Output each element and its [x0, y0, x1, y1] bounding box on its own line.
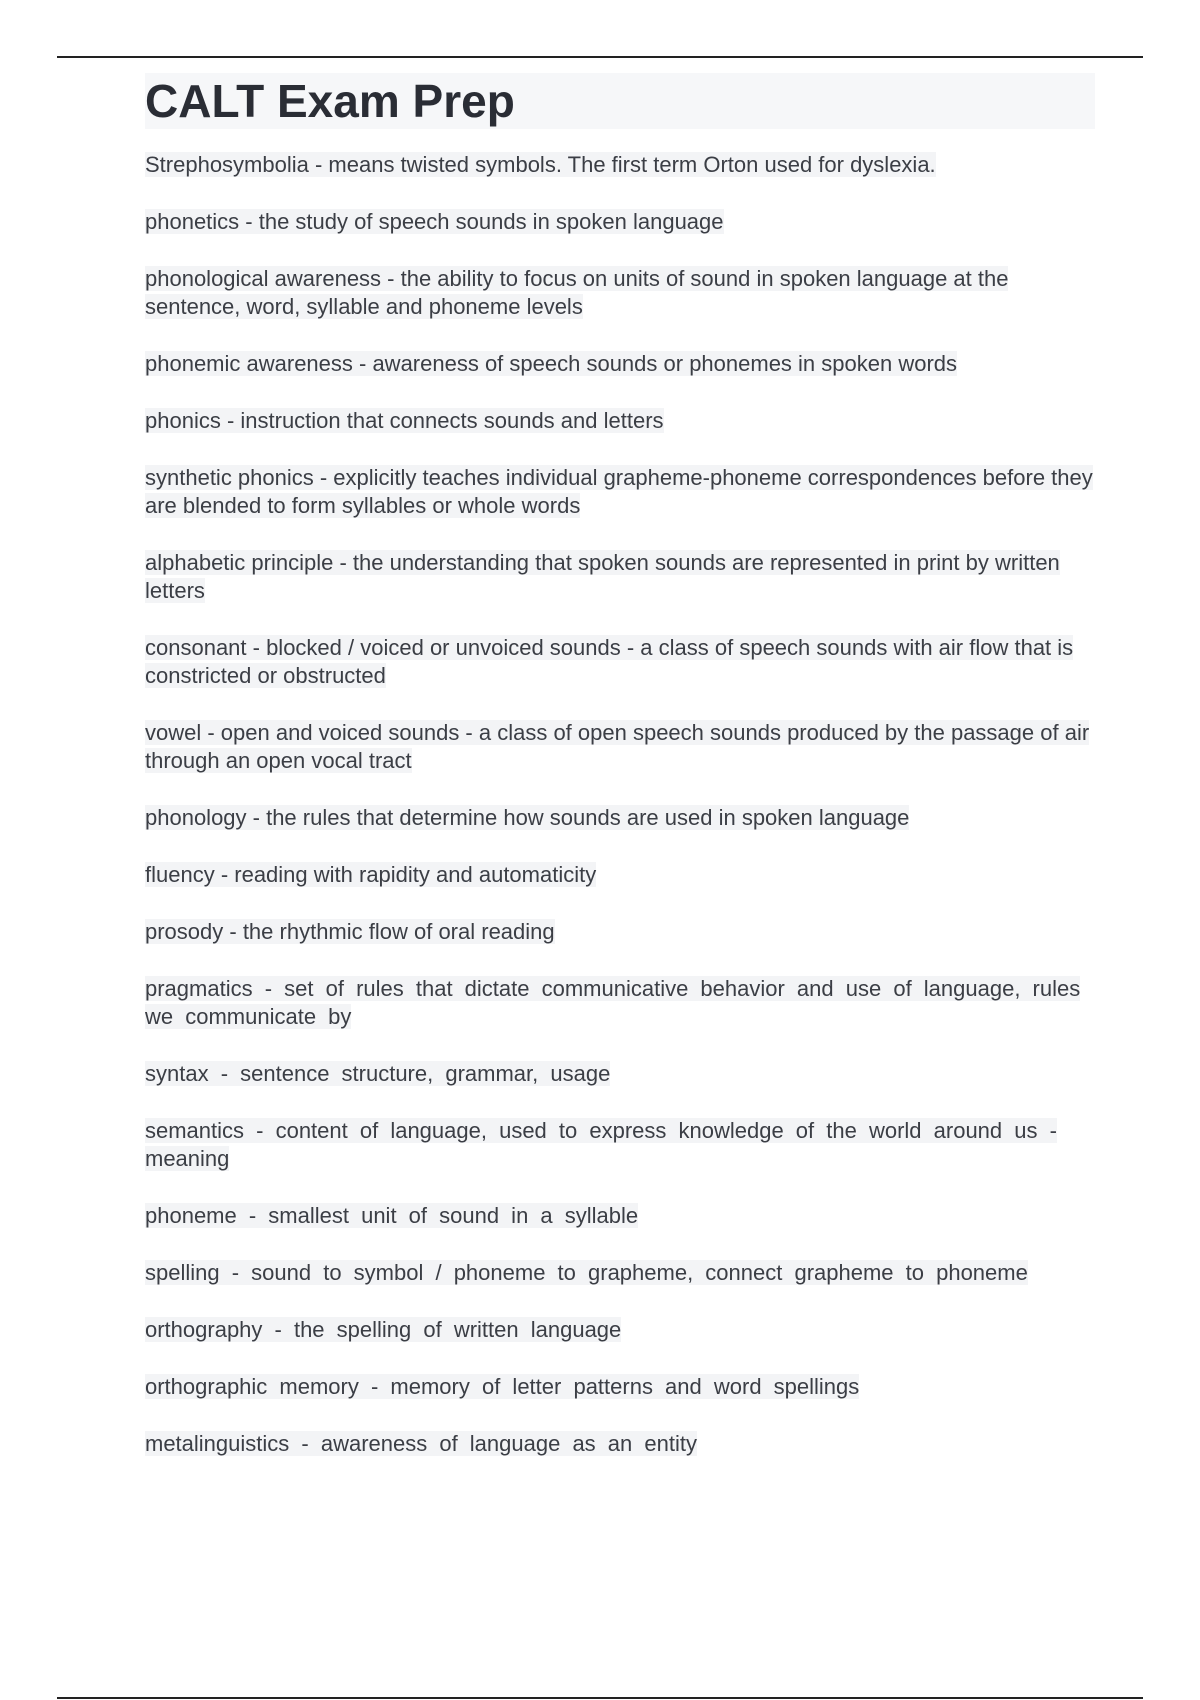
- definition-item: alphabetic principle - the understanding that spoken sounds are represented in print by written letters: [145, 550, 1060, 603]
- definition-item: phoneme - smallest unit of sound in a syllable: [145, 1203, 639, 1228]
- page-title: CALT Exam Prep: [145, 73, 1095, 129]
- definition-item: Strephosymbolia - means twisted symbols. The first term Orton used for dyslexia.: [145, 152, 936, 177]
- definition-item: pragmatics - set of rules that dictate communicative behavior and use of language, rules we communicate by: [145, 976, 1081, 1029]
- definition-item: phonology - the rules that determine how sounds are used in spoken language: [145, 805, 910, 830]
- definition-item: metalinguistics - awareness of language as an entity: [145, 1431, 697, 1456]
- definition-item: orthographic memory - memory of letter patterns and word spellings: [145, 1374, 860, 1399]
- definition-item: vowel - open and voiced sounds - a class of open speech sounds produced by the passage of air through an open vocal tract: [145, 720, 1090, 773]
- definition-item: synthetic phonics - explicitly teaches individual grapheme-phoneme correspondences before they are blended to form syllables or whole words: [145, 465, 1093, 518]
- bottom-rule: [57, 1697, 1143, 1699]
- document-body: [145, 73, 1095, 1487]
- definition-item: phonemic awareness - awareness of speech sounds or phonemes in spoken words: [145, 351, 958, 376]
- definition-item: spelling - sound to symbol / phoneme to grapheme, connect grapheme to phoneme: [145, 1260, 1028, 1285]
- definition-item: consonant - blocked / voiced or unvoiced sounds - a class of speech sounds with air flow that is constricted or obstructed: [145, 635, 1074, 688]
- definition-item: phonetics - the study of speech sounds in spoken language: [145, 209, 724, 234]
- definition-item: phonological awareness - the ability to focus on units of sound in spoken language at the sentence, word, syllable and phoneme levels: [145, 266, 1009, 319]
- definition-item: phonics - instruction that connects sounds and letters: [145, 408, 664, 433]
- top-rule: [57, 56, 1143, 58]
- definition-item: fluency - reading with rapidity and automaticity: [145, 862, 597, 887]
- definition-item: prosody - the rhythmic flow of oral reading: [145, 919, 555, 944]
- definition-item: orthography - the spelling of written language: [145, 1317, 622, 1342]
- definition-item: syntax - sentence structure, grammar, usage: [145, 1061, 611, 1086]
- definition-item: semantics - content of language, used to express knowledge of the world around us -meaning: [145, 1118, 1057, 1171]
- definition-list: [145, 151, 1095, 1458]
